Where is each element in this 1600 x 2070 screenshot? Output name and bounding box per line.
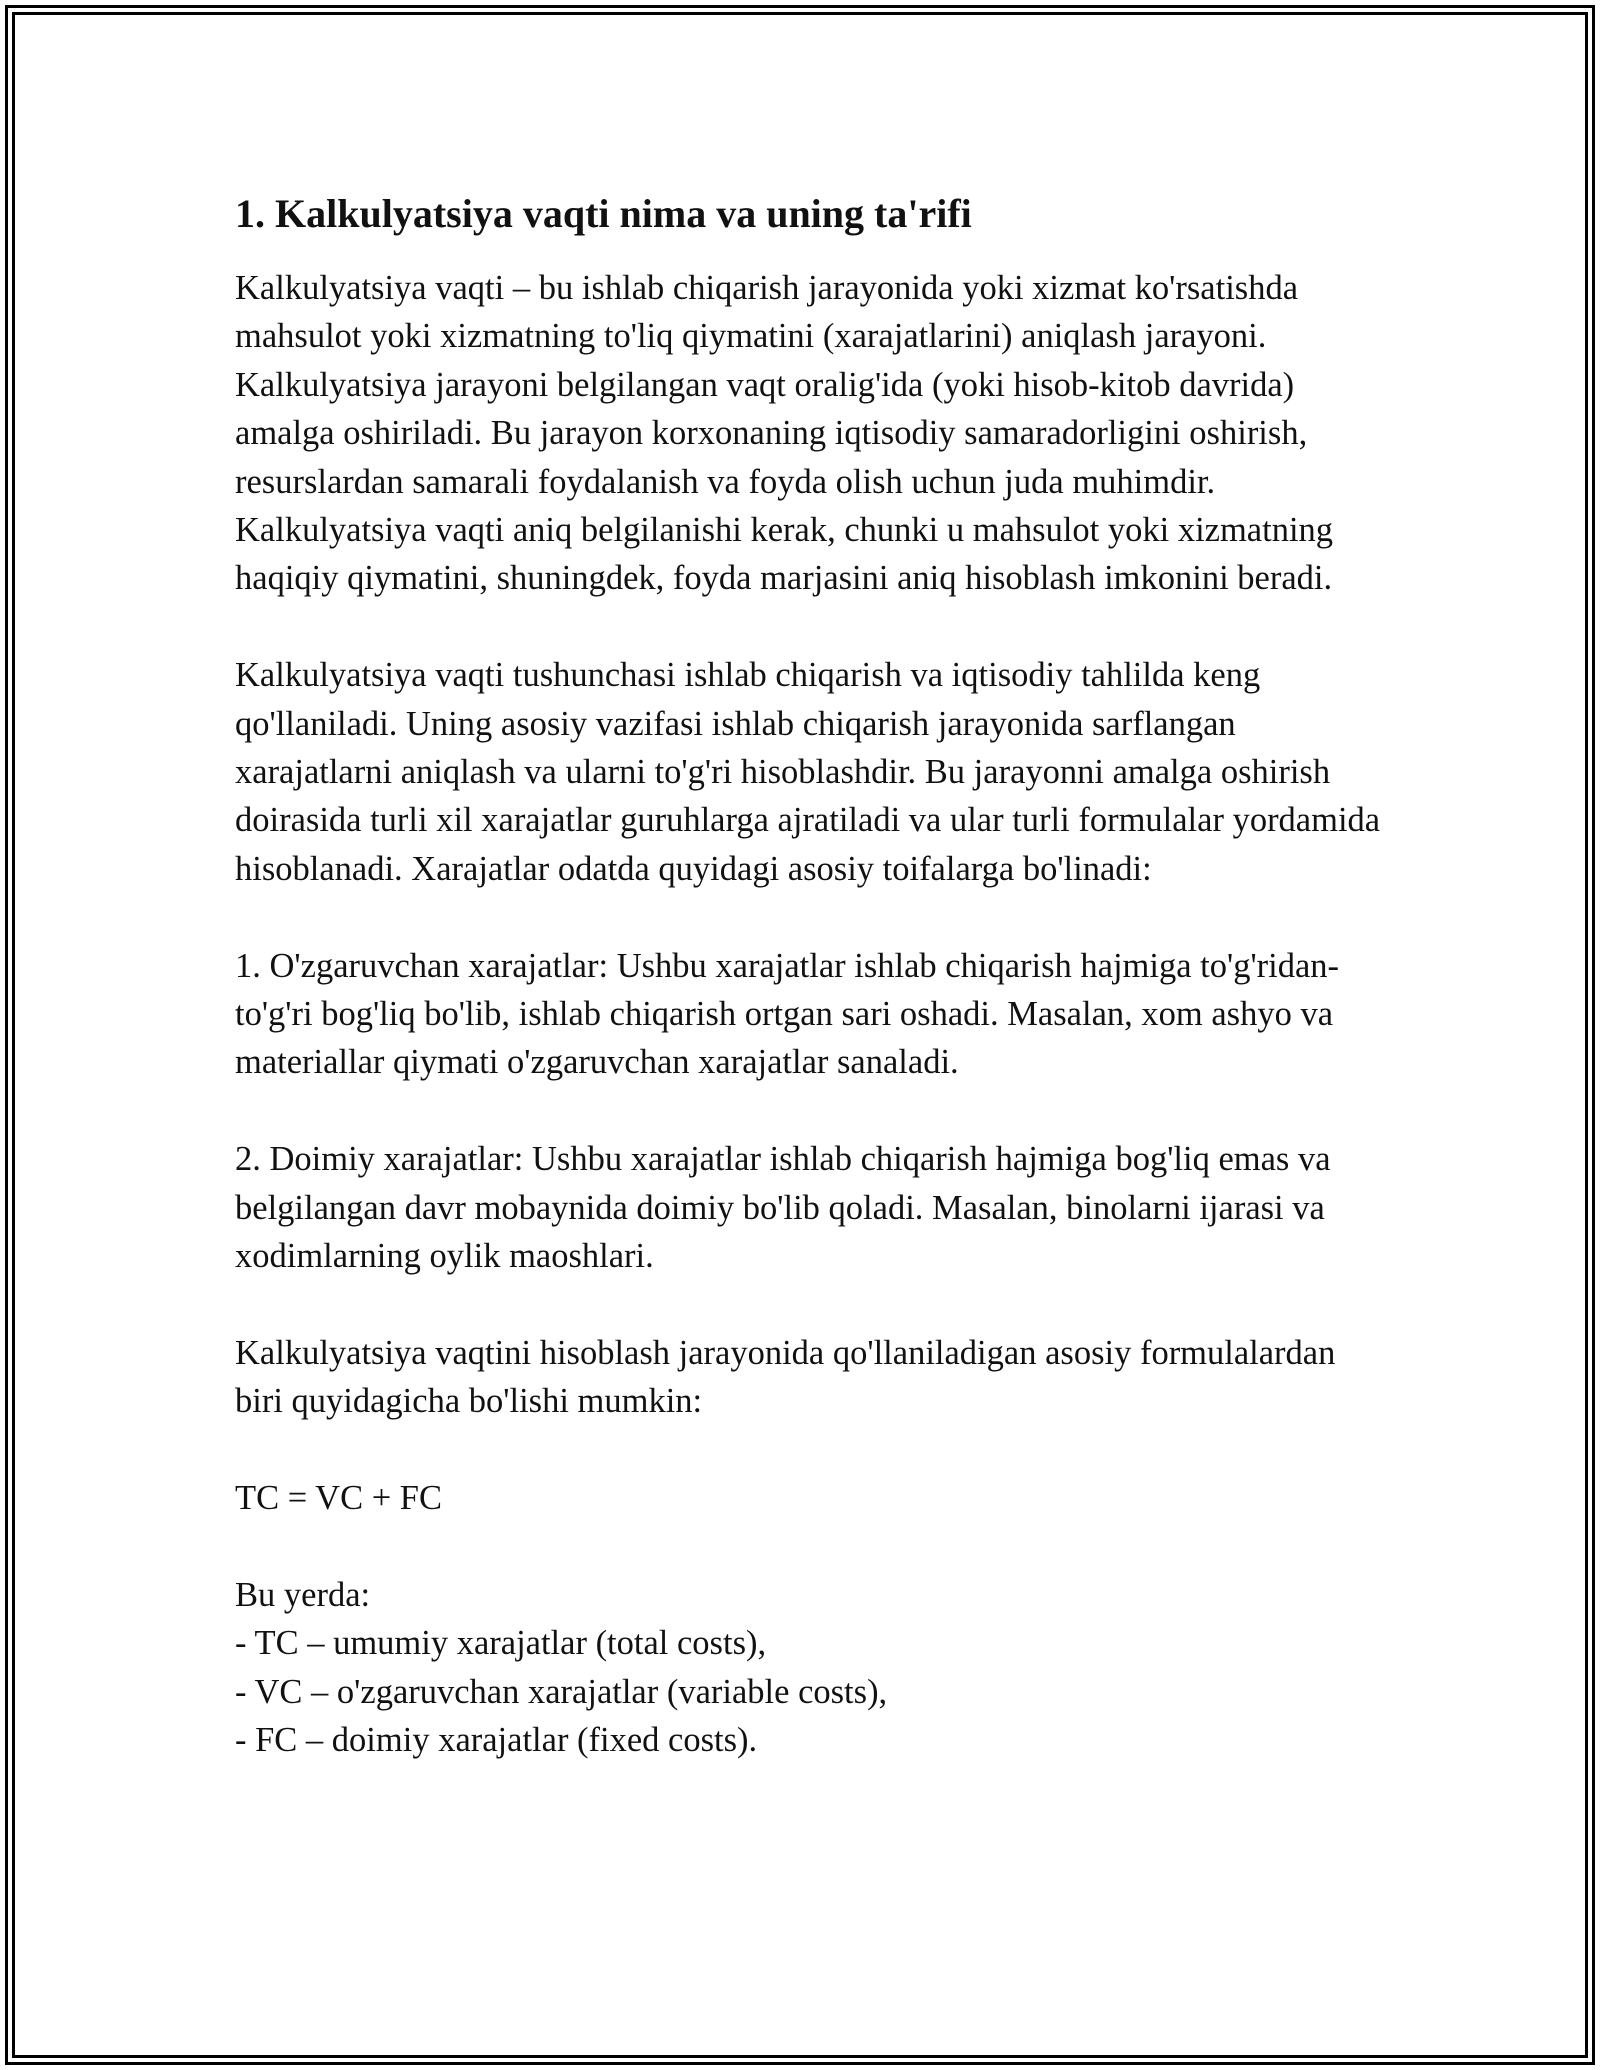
list-item-fixed-costs: 2. Doimiy xarajatlar: Ushbu xarajatlar ishlab chiqarish hajmiga bog'liq emas va belgilangan davr mobaynida doimiy bo'lib qoladi. Masalan, binolarni ijarasi va xodimlarning oylik maoshlari. — [235, 1140, 1331, 1276]
list-item-variable-costs: 1. O'zgaruvchan xarajatlar: Ushbu xarajatlar ishlab chiqarish hajmiga to'g'ridan-to'g'ri bog'liq bo'lib, ishlab chiqarish ortgan sari oshadi. Masalan, xom ashyo va materiallar qiymati o'zgaruvchan xarajatlar sanaladi. — [235, 946, 1340, 1082]
formula: TC = VC + FC — [235, 1479, 442, 1518]
paragraph-gap — [235, 1426, 1385, 1474]
paragraph-gap — [235, 1087, 1385, 1135]
where-label: Bu yerda: — [235, 1575, 371, 1614]
paragraph-concept: Kalkulyatsiya vaqti tushunchasi ishlab chiqarish va iqtisodiy tahlilda keng qo'llaniladi. Uning asosiy vazifasi ishlab chiqarish jarayonida sarflangan xarajatlarni aniqlash va ularni to'g'ri hisoblashdir. Bu jarayonni amalga oshirish doirasida turli xil xarajatlar guruhlarga ajratiladi va ular turli formulalar yordamida hisoblanadi. Xarajatlar odatda quyidagi asosiy toifalarga bo'linadi: — [235, 656, 1381, 888]
definition-fc: - FC – doimiy xarajatlar (fixed costs). — [235, 1721, 758, 1760]
paragraph-gap — [235, 1522, 1385, 1570]
document-body — [235, 186, 1385, 1765]
definition-tc: - TC – umumiy xarajatlar (total costs), — [235, 1624, 767, 1663]
paragraph-definition: Kalkulyatsiya vaqti – bu ishlab chiqarish jarayonida yoki xizmat ko'rsatishda mahsulot yoki xizmatning to'liq qiymatini (xarajatlarini) aniqlash jarayoni. Kalkulyatsiya jarayoni belgilangan vaqt oralig'ida (yoki hisob-kitob davrida) amalga oshiriladi. Bu jarayon korxonaning iqtisodiy samaradorligini oshirish, resurslardan samarali foydalanish va foyda olish uchun juda muhimdir. Kalkulyatsiya vaqti aniq belgilanishi kerak, chunki u mahsulot yoki xizmatning haqiqiy qiymatini, shuningdek, foyda marjasini aniq hisoblash imkonini beradi. — [235, 269, 1334, 598]
paragraph-formula-intro: Kalkulyatsiya vaqtini hisoblash jarayonida qo'llaniladigan asosiy formulalardan biri quyidagicha bo'lishi mumkin: — [235, 1333, 1336, 1421]
definition-vc: - VC – o'zgaruvchan xarajatlar (variable costs), — [235, 1672, 888, 1711]
paragraph-gap — [235, 893, 1385, 941]
section-heading: 1. Kalkulyatsiya vaqti nima va uning ta'rifi — [235, 191, 972, 236]
paragraph-gap — [235, 1280, 1385, 1328]
paragraph-gap — [235, 603, 1385, 651]
